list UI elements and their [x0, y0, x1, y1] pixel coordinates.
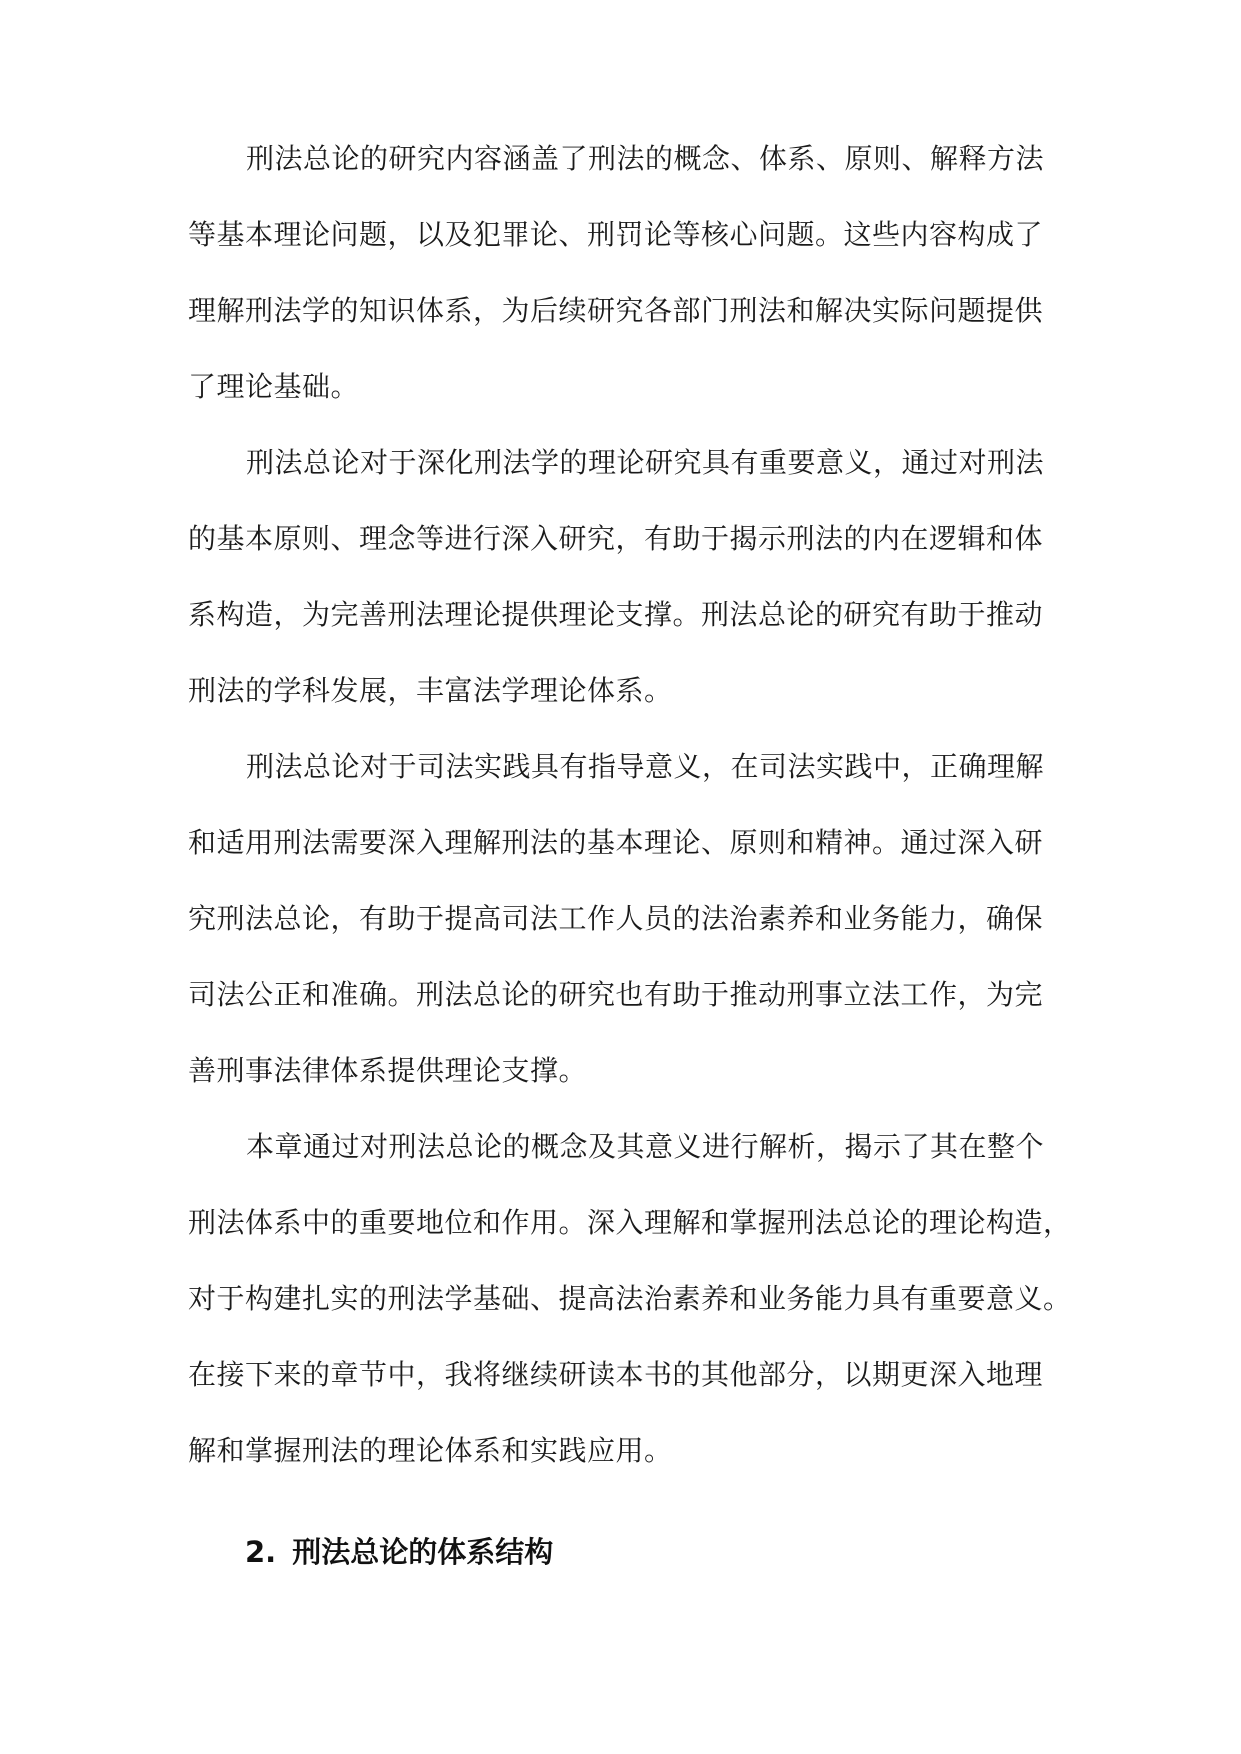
paragraph-line: 的基本原则、理念等进行深入研究，有助于揭示刑法的内在逻辑和体 — [188, 522, 1044, 555]
body-text — [188, 142, 1072, 1513]
paragraph-line: 刑法总论对于深化刑法学的理论研究具有重要意义，通过对刑法 — [246, 446, 1045, 479]
paragraph-line: 等基本理论问题，以及犯罪论、刑罚论等核心问题。这些内容构成了 — [188, 218, 1044, 251]
paragraph-1 — [188, 142, 1058, 403]
paragraph-4 — [188, 1130, 1072, 1467]
paragraph-line: 解和掌握刑法的理论体系和实践应用。 — [188, 1434, 673, 1467]
paragraph-line: 系构造，为完善刑法理论提供理论支撑。刑法总论的研究有助于推动 — [188, 598, 1044, 631]
paragraph-line: 善刑事法律体系提供理论支撑。 — [188, 1054, 588, 1087]
paragraph-2 — [188, 446, 1058, 707]
paragraph-line: 对于构建扎实的刑法学基础、提高法治素养和业务能力具有重要意义。 — [188, 1282, 1072, 1315]
paragraph-line: 刑法体系中的重要地位和作用。深入理解和掌握刑法总论的理论构造， — [188, 1206, 1072, 1239]
paragraph-line: 司法公正和准确。刑法总论的研究也有助于推动刑事立法工作，为完 — [188, 978, 1044, 1011]
paragraph-3 — [188, 750, 1058, 1087]
section-title: 刑法总论的体系结构 — [292, 1535, 554, 1569]
paragraph-line: 究刑法总论，有助于提高司法工作人员的法治素养和业务能力，确保 — [188, 902, 1044, 935]
paragraph-line: 刑法总论对于司法实践具有指导意义，在司法实践中，正确理解 — [246, 750, 1045, 783]
paragraph-line: 和适用刑法需要深入理解刑法的基本理论、原则和精神。通过深入研 — [188, 826, 1044, 859]
paragraph-line: 刑法总论的研究内容涵盖了刑法的概念、体系、原则、解释方法 — [246, 142, 1045, 175]
paragraph-line: 刑法的学科发展，丰富法学理论体系。 — [188, 674, 673, 707]
paragraph-line: 本章通过对刑法总论的概念及其意义进行解析，揭示了其在整个 — [246, 1130, 1045, 1163]
paragraph-line: 在接下来的章节中，我将继续研读本书的其他部分，以期更深入地理 — [188, 1358, 1044, 1391]
section-heading — [245, 1536, 553, 1568]
paragraph-line: 理解刑法学的知识体系，为后续研究各部门刑法和解决实际问题提供 — [188, 294, 1044, 327]
paragraph-line: 了理论基础。 — [188, 370, 360, 403]
section-number: 2. — [245, 1535, 277, 1569]
